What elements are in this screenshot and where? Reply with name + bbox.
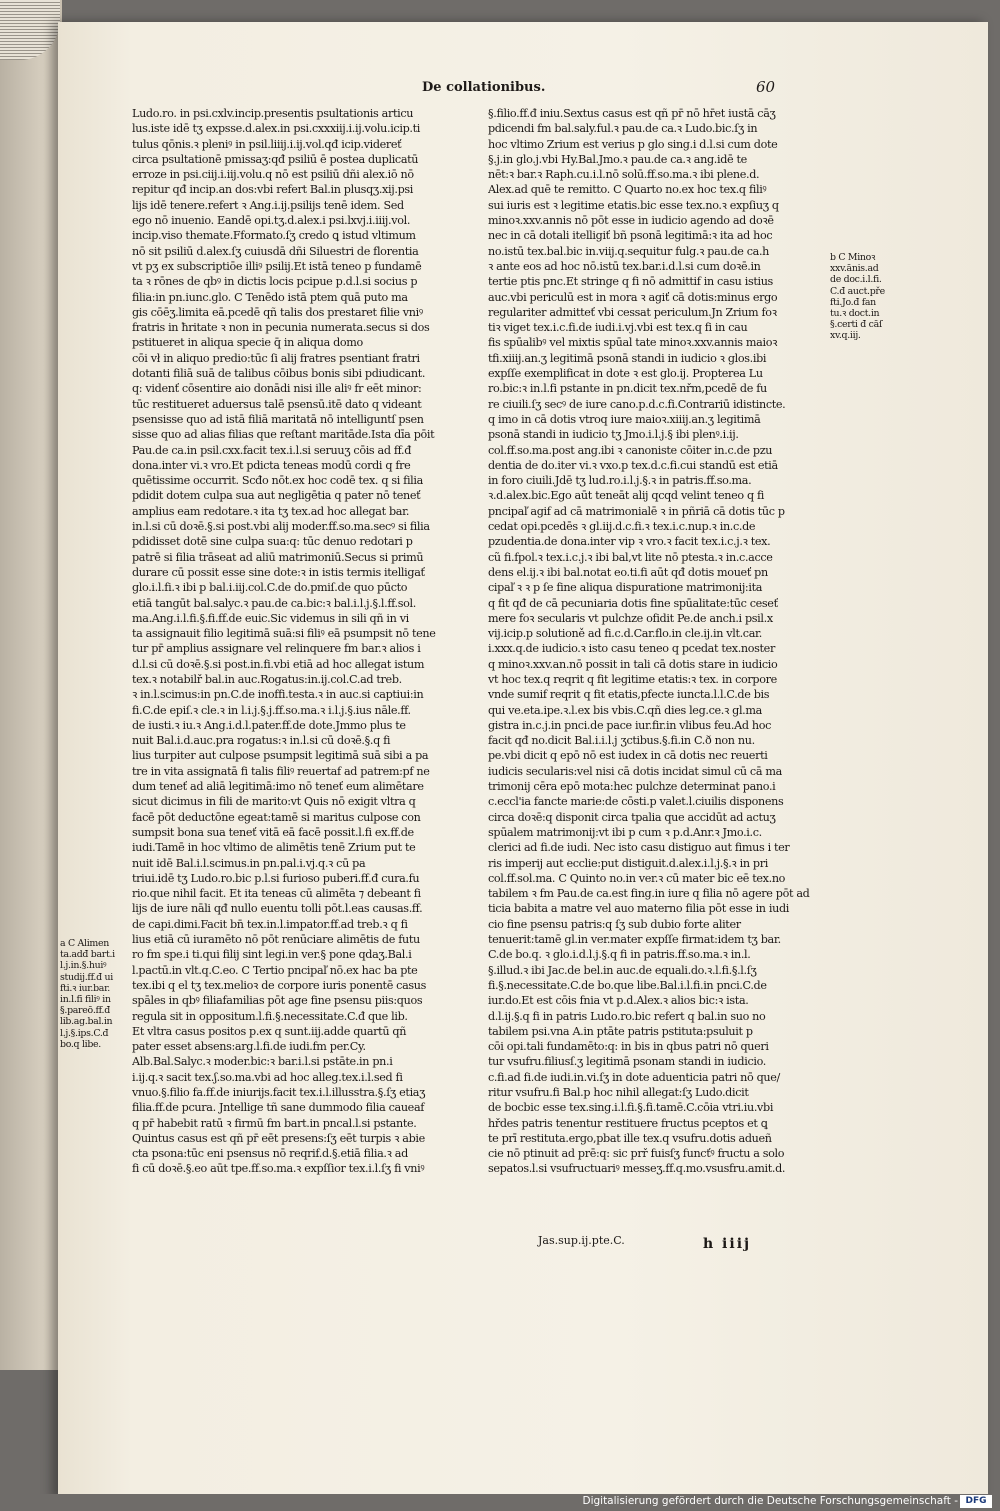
text-line: q pr̄ habebit ratū ꝛ firmū fm bart.in pncal.l.si pstante. bbox=[132, 1116, 417, 1130]
text-line: tabilem psi.vna A.in ptāte patris pstituta:psuluit p bbox=[488, 1024, 753, 1038]
text-line: Quintus casus est qñ pr̄ eēt presens:ſʒ eēt turpis ꝛ abie bbox=[132, 1131, 425, 1145]
text-line: fi cū doꝛē.§.eo aūt tpe.ff.so.ma.ꝛ expſſior tex.i.l.ſʒ fi vniꝰ bbox=[132, 1162, 425, 1176]
catchword: Jas.sup.ij.pte.C. bbox=[538, 1234, 625, 1247]
text-line: lus.iste idē tʒ expsse.d.alex.in psi.cxxxiij.i.ij.volu.icip.ti bbox=[132, 122, 420, 136]
text-line: ta ꝛ rōnes de qbꝰ in dictis locis pcipue p.d.l.si socius p bbox=[132, 275, 418, 289]
text-line: i.xxx.q.de iudicio.ꝛ isto casu teneo q pcedat tex.noster bbox=[488, 642, 775, 656]
text-line: pe.vbi dicit q epō nō est iudex in cā dotis nec reuerti bbox=[488, 749, 768, 763]
text-line: spūalem matrimonij:vt ibi p cum ꝛ p.d.Anr.ꝛ Jmo.i.c. bbox=[488, 825, 762, 839]
text-line: durare cū possit esse sine dote:ꝛ in istis termis itelligať bbox=[132, 565, 425, 579]
text-line: d.l.si cū doꝛē.§.si post.in.fi.vbi etiā ad hoc allegat istum bbox=[132, 657, 425, 671]
text-line: spāles in qbꝰ filiafamilias pōt age fine psensu piis:quos bbox=[132, 994, 423, 1008]
text-line: iudicis secularis:vel nisi cā dotis incidat simul cū cā ma bbox=[488, 764, 782, 778]
text-line: gis cōēʒ.limita eā.pcedē qñ talis dos prestaret filie vniꝰ bbox=[132, 305, 423, 319]
text-line: ego nō inuenio. Eandē opi.tʒ.d.alex.i psi.lxvj.i.iiij.vol. bbox=[132, 214, 411, 228]
text-line: q minoꝛ.xxv.an.nō possit in tali cā dotis stare in iudicio bbox=[488, 657, 778, 671]
text-line: dotanti filiā suā de talibus cōibus bonis sibi pdiudicant. bbox=[132, 367, 426, 381]
text-line: vij.icip.p solutioně ad fi.c.d.Car.flo.in cle.ij.in vlt.car. bbox=[488, 627, 763, 641]
text-line: nec in cā dotali itelligiť bñ psonā legitimā:ꝛ ita ad hoc bbox=[488, 229, 773, 243]
text-line: cta psona:tūc eni psensus nō reqrif.d.§.etiā filia.ꝛ ad bbox=[132, 1147, 408, 1161]
marginal-note-line: §.pareō.ff.đ bbox=[60, 1005, 110, 1017]
marginal-note-line: xxv.ānis.ad bbox=[830, 263, 879, 275]
text-line: nō sit psiliū d.alex.ſʒ cuiusdā dñi Siluestri de florentia bbox=[132, 244, 419, 258]
marginal-note-line: b C Minoꝛ bbox=[830, 252, 876, 263]
text-line: vt hoc tex.q reqrit q fit legitime etatis:ꝛ tex. in corpore bbox=[488, 672, 777, 686]
text-line: te prī restituta.ergo,pbat ille tex.q vsufru.dotis adueñ bbox=[488, 1131, 772, 1145]
text-line: quētissime occurrit. Scđo nōt.ex hoc codē tex. q si filia bbox=[132, 474, 423, 488]
text-line: ta assignauit filio legitimā suā:si filiꝰ eā psumpsit nō tene bbox=[132, 627, 436, 641]
text-line: lijs de iure nāli qđ nullo euentu tolli pōt.l.eas causas.ff. bbox=[132, 902, 423, 916]
text-line: in foro ciuili.Jdē tʒ lud.ro.i.l.j.§.ꝛ in patris.ff.so.ma. bbox=[488, 474, 752, 488]
text-line: cōi opi.tali fundamēto:q: in bis in qbus patri nō queri bbox=[488, 1040, 769, 1054]
footer-credit: Digitalisierung gefördert durch die Deutsche Forschungsgemeinschaft - bbox=[582, 1495, 958, 1507]
text-line: nēt:ꝛ bar.ꝛ Raph.cu.i.l.nō solū.ff.so.ma.ꝛ ibi plene.d. bbox=[488, 168, 760, 182]
text-line: cedat opi.pcedēs ꝛ gl.iij.d.c.fi.ꝛ tex.i.c.nup.ꝛ in.c.de bbox=[488, 520, 756, 534]
text-line: re ciuili.ſʒ secꝰ de iure cano.p.d.c.fi.Contrariū idistincte. bbox=[488, 397, 786, 411]
text-line: pdidisset dotē sine culpa sua:q: tūc denuo redotari p bbox=[132, 535, 413, 549]
text-line: iur.do.Et est cōis fnia vt p.d.Alex.ꝛ alios bic:ꝛ ista. bbox=[488, 994, 749, 1008]
text-line: glo.i.l.fi.ꝛ ibi p bal.i.iij.col.C.de do.pmiſ.de quo pūcto bbox=[132, 581, 408, 595]
marginal-note-line: §.certi đ cāſ bbox=[830, 319, 883, 331]
text-line: tur pr̄ amplius assignare vel relinquere fm bar.ꝛ alios i bbox=[132, 642, 421, 656]
text-line: ris imperij aut ecclie:put distiguit.d.alex.i.l.j.§.ꝛ in pri bbox=[488, 856, 768, 870]
marginal-note-line: in.l.fi filiꝰ in bbox=[60, 993, 111, 1005]
text-line: rio.que nihil facit. Et ita teneas cū alimēta ⁊ debeant fi bbox=[132, 887, 421, 901]
marginal-note-line: fti.ꝛ iur.bar. bbox=[60, 982, 110, 994]
text-line: d.l.ij.§.q fi in patris Ludo.ro.bic refert q bal.in suo no bbox=[488, 1009, 766, 1023]
text-line: tfi.xiiij.an.ʒ legitimā psonā standi in iudicio ꝛ glos.ibi bbox=[488, 351, 767, 365]
text-line: pncipaľ agif ad cā matrimonialē ꝛ in pñriā cā dotis tūc p bbox=[488, 504, 785, 518]
text-line: sisse quo ad alias filias que reſtant maritāde.Ista dīa pōit bbox=[132, 428, 435, 442]
text-line: iudi.Tamē in hoc vltimo de alimētis tenē Zrium put te bbox=[132, 841, 416, 855]
running-title: De collationibus. bbox=[422, 80, 546, 95]
marginal-note-line: ta.adđ bart.i bbox=[60, 949, 115, 961]
marginal-note-right bbox=[830, 252, 910, 342]
text-line: tulus qōnis.ꝛ pleniꝰ in psil.liiij.i.ij.vol.qđ icip.videreť bbox=[132, 137, 402, 151]
text-line: nuit idē Bal.i.l.scimus.in pn.pal.i.vj.q.ꝛ cū pa bbox=[132, 856, 366, 870]
text-line: facē pōt deductōne egeat:tamē si maritus culpose con bbox=[132, 810, 421, 824]
text-line: ꝛ ante eos ad hoc nō.istū tex.bar.i.d.l.si cum doꝛē.in bbox=[488, 259, 761, 273]
text-line: cio fine psensu patris:q ſʒ sub dubio forte aliter bbox=[488, 917, 741, 931]
text-line: gistra in.c.j.in pnci.de pace iur.fir.in vlibus feu.Ad hoc bbox=[488, 718, 772, 732]
text-line: fi.§.necessitate.C.de bo.que libe.Bal.i.l.fi.in pnci.C.de bbox=[488, 978, 767, 992]
text-line: Alex.ad quē te remitto. C Quarto no.ex hoc tex.q filiꝰ bbox=[488, 183, 767, 197]
text-column-left bbox=[132, 106, 484, 1246]
text-line: regula sit in oppositum.l.fi.§.necessitate.C.đ que lib. bbox=[132, 1009, 408, 1023]
page-stack-edges bbox=[0, 0, 60, 60]
text-line: tiꝛ viget tex.i.c.fi.de iudi.i.vj.vbi est tex.q fi in cau bbox=[488, 321, 748, 335]
text-line: lius etiā cū iuramēto nō pōt renūciare alimētis de futu bbox=[132, 933, 420, 947]
text-line: c.eccl'ia fancte marie:de cōsti.p valet.l.ciuilis disponens bbox=[488, 795, 784, 809]
text-line: tenuerit:tamē gl.in ver.mater expſſe firmat:idem tʒ bar. bbox=[488, 933, 781, 947]
text-line: fi.C.de epiſ.ꝛ cle.ꝛ in l.i.j.§.j.ff.so.ma.ꝛ i.l.j.§.ius nāle.ff. bbox=[132, 703, 411, 717]
text-line: sicut dicimus in fili de marito:vt Quis nō exigit vltra q bbox=[132, 795, 416, 809]
text-line: ro.bic:ꝛ in.l.fi pstante in pn.dicit tex.nřm,pcedē de fu bbox=[488, 382, 767, 396]
text-line: dens el.ij.ꝛ ibi bal.notat eo.ti.fi aūt qđ dotis moueť pn bbox=[488, 565, 768, 579]
text-line: incip.viso themate.Fformato.ſʒ credo ꝗ istud vltimum bbox=[132, 229, 416, 243]
text-line: circa psultationē pmissaʒ:qđ psiliū ē postea duplicatū bbox=[132, 152, 419, 166]
text-line: cũ fi.fpol.ꝛ tex.i.c.j.ꝛ ibi bal,vt lite nō ptesta.ꝛ in.c.acce bbox=[488, 550, 773, 564]
text-line: Alb.Bal.Salyc.ꝛ moder.bic:ꝛ bar.i.l.si pstāte.in pn.i bbox=[132, 1055, 393, 1069]
facing-page-edge bbox=[0, 0, 62, 1370]
text-line: ꝛ in.l.scimus:in pn.C.de inoffi.testa.ꝛ in auc.si captiui:in bbox=[132, 688, 424, 702]
text-line: ꝛ.d.alex.bic.Ego aūt teneāt alij qcqd velint teneo q fi bbox=[488, 489, 765, 503]
text-line: facit qđ no.dicit Bal.i.i.l.j ʒctibus.§.fi.in C.ð non nu. bbox=[488, 734, 755, 748]
marginal-note-line: xv.q.iij. bbox=[830, 330, 861, 342]
text-line: pstitueret in aliqua specie q̄ in aliqua domo bbox=[132, 336, 363, 350]
text-line: filia.ff.de pcura. Jntellige tñ sane dummodo filia caueaf bbox=[132, 1101, 425, 1115]
text-line: triui.idē tʒ Ludo.ro.bic p.l.si furioso puberi.ff.đ cura.fu bbox=[132, 871, 420, 885]
text-line: cie nō ptinuit ad prē:q: sic prř fuisſʒ funcťꝰ fructu a solo bbox=[488, 1147, 785, 1161]
text-line: tabilem ꝛ fm Pau.de ca.est fing.in iure q filia nō agere pōt ad bbox=[488, 887, 810, 901]
text-line: ticia babita a matre vel auo materno filia pōt esse in iudi bbox=[488, 902, 789, 916]
text-line: l.pactū.in vlt.q.C.eo. C Tertio pncipaľ nō.ex hac ba pte bbox=[132, 963, 418, 977]
text-line: no.istū tex.bal.bic in.viij.q.sequitur fulg.ꝛ pau.de ca.h bbox=[488, 244, 770, 258]
text-line: pdicendi fm bal.saly.ful.ꝛ pau.de ca.ꝛ Ludo.bic.ſʒ in bbox=[488, 122, 758, 136]
text-line: tūc restitueret aduersus talē psensū.itē dato q videant bbox=[132, 397, 422, 411]
text-line: vnuo.§.filio fa.ff.de iniurijs.facit tex.i.l.illusstra.§.ſʒ etiaʒ bbox=[132, 1086, 426, 1099]
folio-number: 60 bbox=[756, 78, 776, 96]
text-line: psonā standi in iudicio tʒ Jmo.i.l.j.§ ibi plenꝰ.i.ij. bbox=[488, 428, 739, 442]
text-line: ritur vsufru.fi Bal.p hoc nihil allegat:ſʒ Ludo.dicit bbox=[488, 1086, 749, 1099]
text-line: circa doꝛē:q disponit circa tpalia que accidūt ad actuʒ bbox=[488, 810, 776, 824]
text-line: repitur qđ incip.an dos:vbi refert Bal.in plusqʒ.xij.psi bbox=[132, 183, 413, 197]
text-line: ro fm spe.i ti.qui filij sint legi.in ver.§ pone qdaʒ.Bal.i bbox=[132, 948, 412, 962]
text-line: ma.Ang.i.l.fi.§.fi.ff.de euic.Sic videmus in sili qñ in vi bbox=[132, 611, 409, 625]
text-line: erroze in psi.ciij.i.iij.volu.q nō est psiliū dñi alex.iō nō bbox=[132, 168, 414, 182]
text-line: q: videnť cōsentire aio donādi nisi ille aliꝰ fr eēt minor: bbox=[132, 382, 422, 396]
text-line: tex.ibi q el tʒ tex.melioꝛ de corpore iuris ponentē casus bbox=[132, 978, 427, 992]
text-column-right bbox=[488, 106, 826, 1266]
text-line: cōi vł in aliquo predio:tūc ſi alij fratres psentiant fratri bbox=[132, 351, 420, 365]
text-line: dum teneť ad aliā legitimā:imo nō teneť eum alimētare bbox=[132, 780, 424, 794]
marginal-note-line: de doc.i.l.fi. bbox=[830, 274, 882, 286]
text-line: fis spūalibꝰ vel mixtis spūal tate minoꝛ.xxv.annis maioꝛ bbox=[488, 336, 778, 350]
text-line: vt pʒ ex subscriptiōe illiꝰ psilij.Et istā teneo p fundamē bbox=[132, 259, 422, 273]
text-line: col.ff.sol.ma. C Quinto no.in ver.ꝛ cū mater bic eē tex.no bbox=[488, 871, 786, 885]
text-line: in.l.si cū doꝛē.§.si post.vbi alij moder.ff.so.ma.secꝰ si filia bbox=[132, 520, 430, 534]
marginal-note-line: C.đ auct.pře bbox=[830, 285, 885, 297]
marginal-note-line: l.j.in.§.huiꝰ bbox=[60, 960, 107, 972]
text-line: auc.vbi periculū est in mora ꝛ agiť cā dotis:minus ergo bbox=[488, 290, 778, 304]
text-line: Pau.de ca.in psil.cxx.facit tex.i.l.si seruuʒ cōis ad ff.đ bbox=[132, 443, 412, 457]
marginal-note-line: studij.ff.đ ui bbox=[60, 971, 113, 983]
text-line: trimonij cēra epō mota:hec pulchze determinat pano.i bbox=[488, 780, 776, 794]
text-line: §.illud.ꝛ ibi Jac.de bel.in auc.de equali.do.ꝛ.l.fi.§.l.ſʒ bbox=[488, 963, 757, 977]
text-line: tre in vita assignatā fi talis filiꝰ reuertaf ad patrem:pf ne bbox=[132, 764, 430, 778]
text-line: Et vltra casus positos p.ex q sunt.iij.adde quartū qñ bbox=[132, 1024, 407, 1038]
text-line: expſſe exemplificat in dote ꝛ est glo.ij. Propterea Lu bbox=[488, 367, 763, 381]
text-line: c.fi.ad fi.de iudi.in.vi.ſʒ in dote aduenticia patri nō que/ bbox=[488, 1070, 780, 1084]
text-line: C.de bo.q. ꝛ glo.i.d.l.j.§.q fi in patris.ff.so.ma.ꝛ in.l. bbox=[488, 948, 751, 962]
text-line: tex.ꝛ notabilř bal.in auc.Rogatus:in.ij.col.C.ad treb. bbox=[132, 672, 402, 686]
text-line: amplius eam redotare.ꝛ ita tʒ tex.ad hoc allegat bar. bbox=[132, 504, 410, 518]
text-line: Ludo.ro. in psi.cxlv.incip.presentis psultationis articu bbox=[132, 107, 414, 120]
text-line: fratris in ħritate ꝛ non in pecunia numerata.secus si dos bbox=[132, 321, 430, 335]
text-line: q imo in cā dotis vtroq iure maioꝛ.xiiij.an.ʒ legitimā bbox=[488, 412, 761, 426]
text-line: de bocbic esse tex.sing.i.l.fi.§.fi.tamē.C.cōia vtri.iu.vbi bbox=[488, 1101, 774, 1115]
text-line: sepatos.l.si vsufructuariꝰ messeʒ.ff.q.mo.vsusfru.amit.d. bbox=[488, 1162, 786, 1176]
text-line: §.j.in glo.j.vbi Hy.Bal.Jmo.ꝛ pau.de ca.ꝛ ang.idē te bbox=[488, 152, 747, 166]
text-line: etiā tangūt bal.salyc.ꝛ pau.de ca.bic:ꝛ bal.i.l.j.§.l.ff.sol. bbox=[132, 596, 416, 610]
text-line: sumpsit bona sua teneť vitā eā facē possit.l.fi ex.ff.de bbox=[132, 825, 414, 839]
marginal-note-line: fti.Jo.đ fan bbox=[830, 296, 876, 308]
text-line: mere foꝛ secularis vt pulchze ofidit Pe.de anch.i psil.x bbox=[488, 611, 773, 625]
text-line: psensisse quo ad istā filiā maritatā nō intelliguntſ psen bbox=[132, 412, 424, 426]
text-line: sui iuris est ꝛ legitime etatis.bic esse tex.no.ꝛ expſiuʒ q bbox=[488, 198, 779, 212]
text-line: regulariter admitteť vbi cessat periculum.Jn Zrium foꝛ bbox=[488, 305, 777, 319]
text-line: pater esset absens:arg.l.fi.de iudi.fm per.Cy. bbox=[132, 1040, 366, 1054]
text-line: minoꝛ.xxv.annis nō pōt esse in iudicio agendo ad doꝛē bbox=[488, 214, 774, 228]
marginal-note-line: bo.q libe. bbox=[60, 1038, 101, 1050]
text-line: §.filio.ff.đ iniu.Sextus casus est qñ pr̄ nō hr̄et iustā cāʒ bbox=[488, 107, 776, 120]
marginal-note-line: lib.ag.bal.in bbox=[60, 1016, 113, 1028]
text-line: lius turpiter aut culpose psumpsit legitimā suā sibi a pa bbox=[132, 749, 429, 763]
dfg-logo: DFG bbox=[960, 1495, 992, 1508]
marginal-note-line: a C Alimen bbox=[60, 938, 109, 949]
text-line: de iusti.ꝛ iu.ꝛ Ang.i.d.l.pater.ff.de dote.Jmmo plus te bbox=[132, 718, 406, 732]
text-line: pzudentia.de dona.inter vip ꝛ vro.ꝛ facit tex.i.c.j.ꝛ tex. bbox=[488, 535, 771, 549]
text-line: col.ff.so.ma.post ang.ibi ꝛ canoniste cōiter in.c.de pzu bbox=[488, 443, 773, 457]
text-line: de capi.dimi.Facit bn̄ tex.in.l.impator.ff.ad treb.ꝛ q fi bbox=[132, 917, 408, 931]
text-line: patrē si filia trāseat ad aliū matrimoniū.Secus si primū bbox=[132, 550, 424, 564]
text-line: q fit qđ de cā pecuniaria dotis fine spūalitate:tūc ceseť bbox=[488, 596, 778, 610]
text-line: i.ij.q.ꝛ sacit tex.ʃ.so.ma.vbi ad hoc alleg.tex.i.l.sed fi bbox=[132, 1070, 403, 1084]
text-line: hoc vltimo Zrium est verius p glo sing.i d.l.si cum dote bbox=[488, 137, 778, 151]
marginal-note-line: tu.ꝛ doct.in bbox=[830, 307, 880, 319]
text-line: pdidit dotem culpa sua aut negligētia q pater nō teneť bbox=[132, 489, 421, 503]
text-line: tertie ptis pnc.Et stringe q fi nō admittif in casu istius bbox=[488, 275, 773, 289]
text-line: dentia de do.iter vi.ꝛ vxo.p tex.d.c.fi.cui standū est etiā bbox=[488, 458, 778, 472]
text-line: filia:in pn.iunc.glo. C Tenēdo istā ptem quā puto ma bbox=[132, 290, 408, 304]
text-line: cipaľ ꝛ ꝛ p ſe fine aliqua dispuratione matrimonij:ita bbox=[488, 581, 763, 595]
text-line: qui ve.eta.ipe.ꝛ.l.ex bis vbis.C.qñ dies leg.ce.ꝛ gl.ma bbox=[488, 703, 762, 717]
marginal-note-left bbox=[60, 938, 128, 1050]
text-line: tur vsufru.filiusſ.ʒ legitimā psonam standi in iudicio. bbox=[488, 1055, 766, 1069]
text-line: vnde sumif reqrit q fit etatis,pfecte iuncta.l.l.C.de bis bbox=[488, 688, 770, 702]
text-line: nuit Bal.i.d.auc.pra rogatus:ꝛ in.l.si cū doꝛē.§.q fi bbox=[132, 734, 391, 748]
signature-mark: h iiij bbox=[703, 1236, 752, 1252]
marginal-note-line: l.j.§.ips.C.đ bbox=[60, 1027, 109, 1039]
text-line: lijs idē tenere.refert ꝛ Ang.i.ij.psilijs tenē idem. Sed bbox=[132, 198, 404, 212]
text-line: hřdes patris tenentur restituere fructus pceptos et ꝗ bbox=[488, 1116, 768, 1130]
text-line: clerici ad fi.de iudi. Nec isto casu distiguo aut fimus i ter bbox=[488, 841, 790, 855]
text-line: dona.inter vi.ꝛ vro.Et pdicta teneas modū cordi q fre bbox=[132, 458, 411, 472]
